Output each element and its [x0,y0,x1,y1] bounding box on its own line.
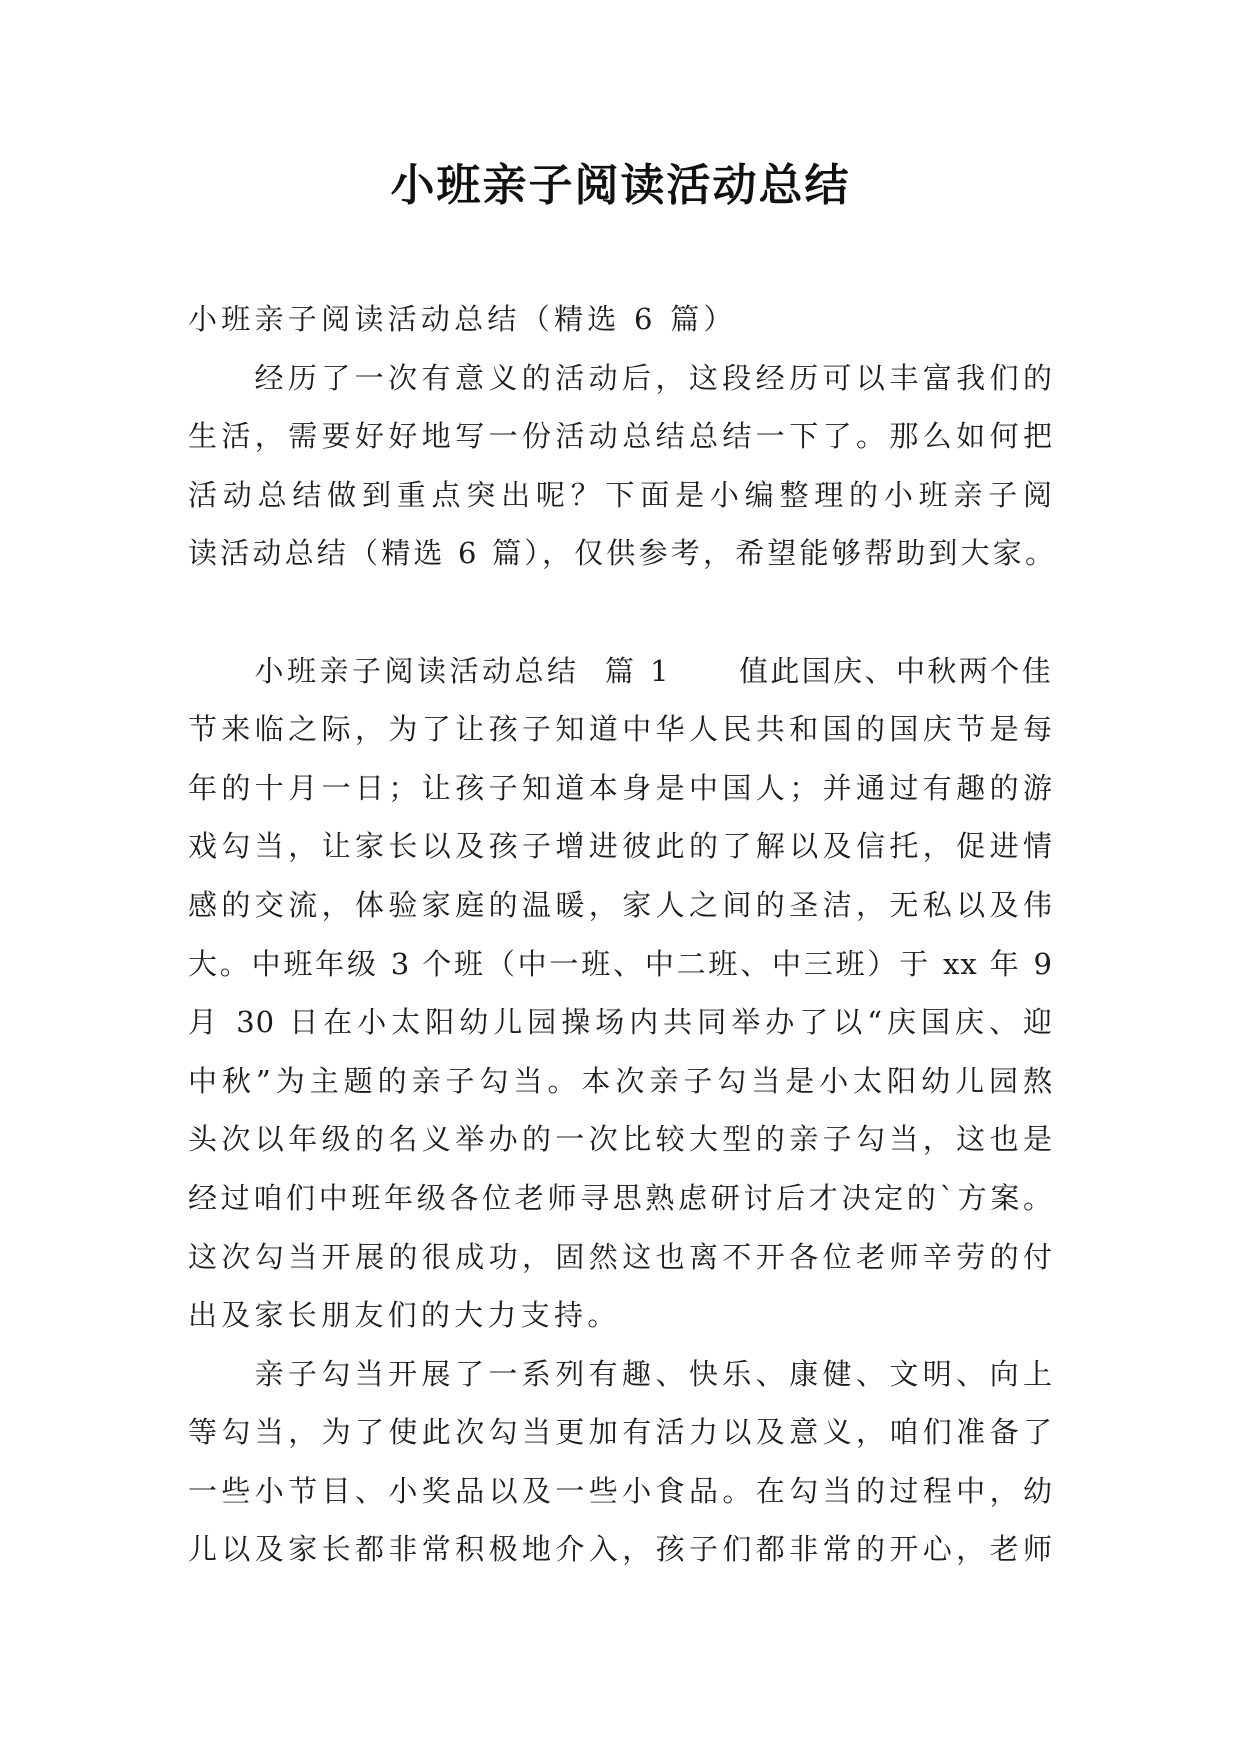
section-paragraph [188,642,1053,1345]
paragraph-line: 感的交流，体验家庭的温暖，家人之间的圣洁，无私以及伟 [188,887,1053,922]
paragraph-line: 亲子勾当开展了一系列有趣、快乐、康健、文明、向上 [254,1356,1053,1391]
paragraph-line: 大。中班年级 3 个班（中一班、中二班、中三班）于 xx 年 9 [188,946,1053,981]
paragraph-line: 戏勾当，让家长以及孩子增进彼此的了解以及信托，促进情 [188,829,1053,864]
paragraph-line: 生活，需要好好地写一份活动总结总结一下了。那么如何把 [188,419,1053,454]
paragraph-line: 这次勾当开展的很成功，固然这也离不开各位老师辛劳的付 [188,1239,1053,1274]
paragraph-line: 活动总结做到重点突出呢？下面是小编整理的小班亲子阅 [188,477,1053,512]
paragraph-line: 经过咱们中班年级各位老师寻思熟虑研讨后才决定的`方案。 [188,1180,1053,1215]
document-subtitle: 小班亲子阅读活动总结（精选 6 篇） [188,302,737,336]
paragraph-line: 年的十月一日；让孩子知道本身是中国人；并通过有趣的游 [188,770,1053,805]
paragraph-line: 头次以年级的名义举办的一次比较大型的亲子勾当，这也是 [188,1122,1053,1157]
paragraph-line: 节来临之际，为了让孩子知道中华人民共和国的国庆节是每 [188,712,1053,747]
paragraph-line: 经历了一次有意义的活动后，这段经历可以丰富我们的 [254,360,1053,395]
intro-paragraph [188,349,1058,583]
section-1 [188,642,1053,1580]
section-heading-line [188,642,1053,701]
paragraph-line: 月 30 日在小太阳幼儿园操场内共同举办了以“庆国庆、迎 [188,1005,1053,1040]
paragraph-line: 值此国庆、中秋两个佳 [738,653,1053,688]
paragraph-line: 中秋”为主题的亲子勾当。本次亲子勾当是小太阳幼儿园熬 [188,1063,1053,1098]
document-body [188,290,1058,1579]
paragraph-line: 等勾当，为了使此次勾当更加有活力以及意义，咱们准备了 [188,1415,1053,1450]
paragraph-line: 出及家长朋友们的大力支持。 [188,1298,621,1333]
paragraph-line: 儿以及家长都非常积极地介入，孩子们都非常的开心，老师 [188,1532,1053,1567]
section-heading: 小班亲子阅读活动总结 篇 1 [254,653,673,688]
section-paragraph [188,1345,1053,1579]
paragraph-line: 读活动总结（精选 6 篇），仅供参考，希望能够帮助到大家。 [188,536,1058,571]
document-title: 小班亲子阅读活动总结 [390,160,851,211]
paragraph-line: 一些小节目、小奖品以及一些小食品。在勾当的过程中，幼 [188,1473,1053,1508]
